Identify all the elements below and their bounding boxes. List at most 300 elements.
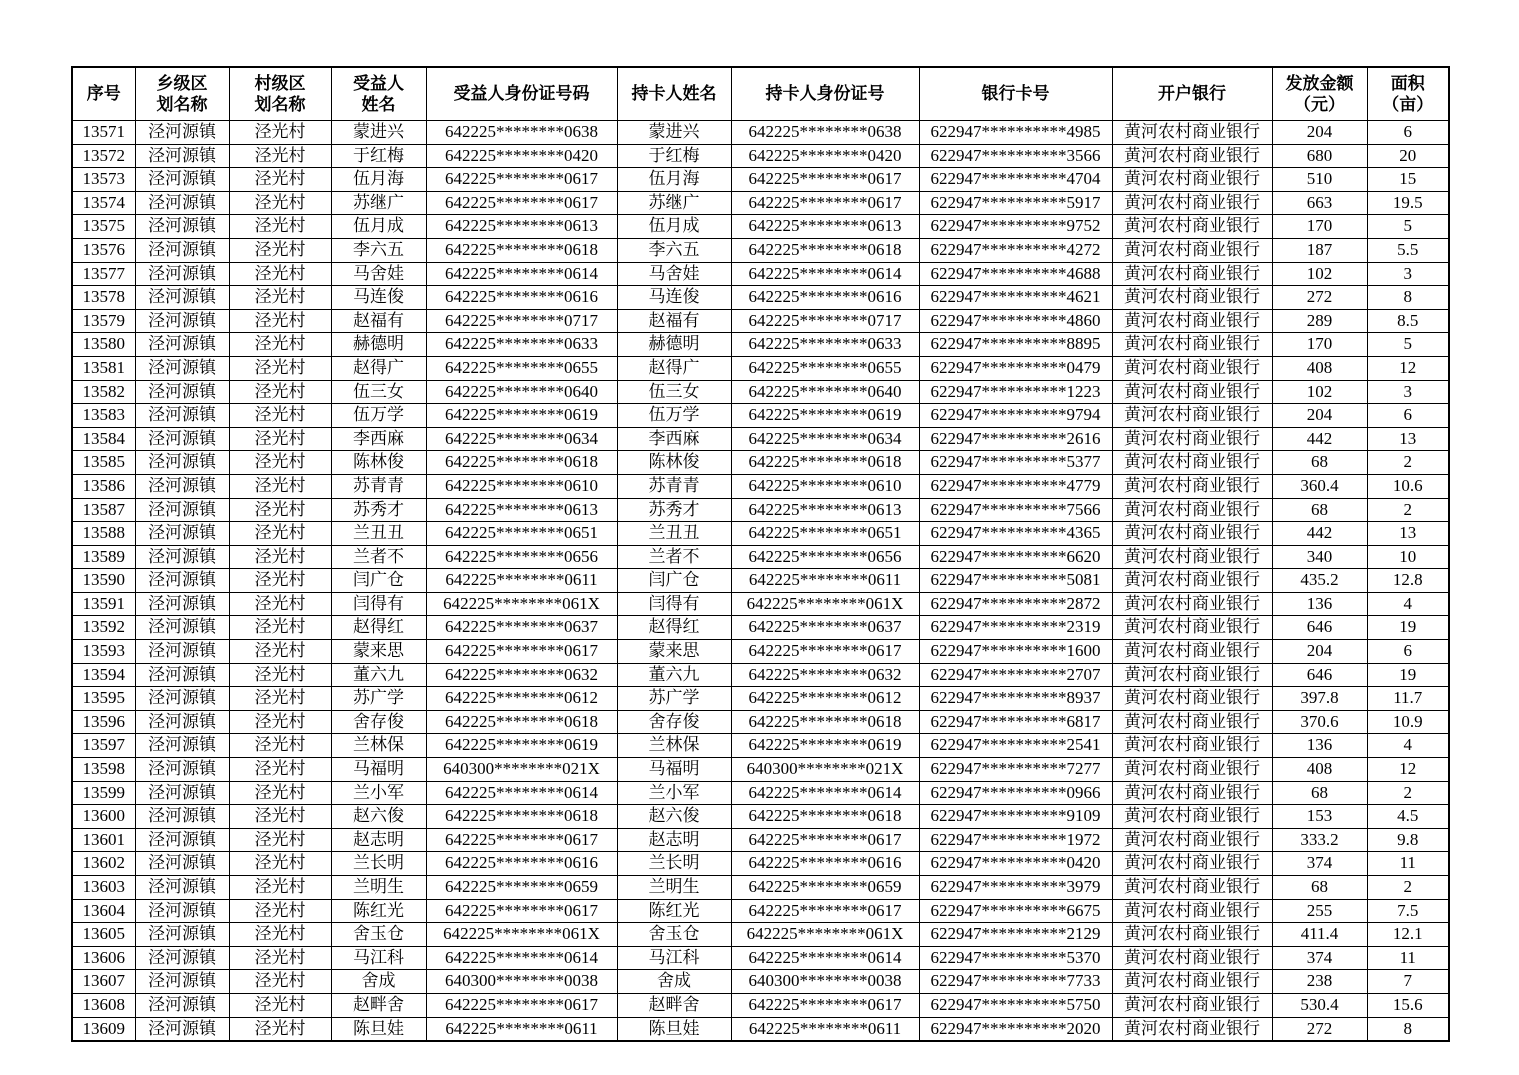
cell-beneficiary-name: 李六五 [331, 238, 426, 262]
cell-amount: 68 [1272, 451, 1367, 475]
column-header-beneficiary-id: 受益人身份证号码 [426, 67, 617, 121]
column-header-serial: 序号 [72, 67, 135, 121]
cell-area: 15 [1367, 168, 1449, 192]
cell-township: 泾河源镇 [135, 687, 229, 711]
cell-bank: 黄河农村商业银行 [1112, 640, 1272, 664]
cell-bank: 黄河农村商业银行 [1112, 309, 1272, 333]
cell-area: 12.8 [1367, 569, 1449, 593]
table-row [72, 946, 1449, 970]
cell-serial: 13594 [72, 663, 135, 687]
cell-bank: 黄河农村商业银行 [1112, 522, 1272, 546]
cell-amount: 510 [1272, 168, 1367, 192]
cell-cardholder-name: 赵畔舍 [617, 993, 731, 1017]
cell-cardholder-id: 642225********0610 [731, 474, 919, 498]
cell-serial: 13597 [72, 734, 135, 758]
cell-card-number: 622947**********7566 [919, 498, 1112, 522]
cell-card-number: 622947**********2707 [919, 663, 1112, 687]
cell-village: 泾光村 [229, 946, 331, 970]
cell-township: 泾河源镇 [135, 238, 229, 262]
cell-beneficiary-id: 642225********061X [426, 592, 617, 616]
column-header-township: 乡级区 划名称 [135, 67, 229, 121]
table-row [72, 899, 1449, 923]
cell-serial: 13587 [72, 498, 135, 522]
cell-township: 泾河源镇 [135, 758, 229, 782]
cell-card-number: 622947**********2129 [919, 923, 1112, 947]
cell-village: 泾光村 [229, 993, 331, 1017]
cell-card-number: 622947**********4272 [919, 238, 1112, 262]
cell-cardholder-name: 兰林保 [617, 734, 731, 758]
cell-cardholder-id: 642225********0618 [731, 805, 919, 829]
cell-cardholder-name: 李西麻 [617, 427, 731, 451]
cell-cardholder-name: 兰长明 [617, 852, 731, 876]
cell-serial: 13590 [72, 569, 135, 593]
cell-beneficiary-id: 642225********0610 [426, 474, 617, 498]
cell-amount: 530.4 [1272, 993, 1367, 1017]
cell-serial: 13571 [72, 121, 135, 145]
cell-area: 12 [1367, 758, 1449, 782]
cell-cardholder-name: 于红梅 [617, 144, 731, 168]
table-row [72, 663, 1449, 687]
cell-amount: 153 [1272, 805, 1367, 829]
cell-amount: 360.4 [1272, 474, 1367, 498]
cell-beneficiary-id: 640300********021X [426, 758, 617, 782]
cell-card-number: 622947**********3979 [919, 876, 1112, 900]
cell-beneficiary-id: 642225********0617 [426, 640, 617, 664]
cell-village: 泾光村 [229, 899, 331, 923]
cell-amount: 204 [1272, 404, 1367, 428]
table-row [72, 404, 1449, 428]
cell-village: 泾光村 [229, 970, 331, 994]
cell-village: 泾光村 [229, 380, 331, 404]
cell-card-number: 622947**********4985 [919, 121, 1112, 145]
cell-cardholder-id: 642225********0617 [731, 640, 919, 664]
cell-beneficiary-id: 642225********0618 [426, 238, 617, 262]
cell-cardholder-name: 蒙进兴 [617, 121, 731, 145]
table-row [72, 121, 1449, 145]
cell-beneficiary-id: 642225********0619 [426, 734, 617, 758]
cell-cardholder-name: 兰小军 [617, 781, 731, 805]
cell-bank: 黄河农村商业银行 [1112, 805, 1272, 829]
cell-cardholder-id: 642225********0618 [731, 451, 919, 475]
table-row [72, 993, 1449, 1017]
cell-serial: 13608 [72, 993, 135, 1017]
cell-area: 2 [1367, 781, 1449, 805]
cell-cardholder-id: 642225********0638 [731, 121, 919, 145]
cell-bank: 黄河农村商业银行 [1112, 427, 1272, 451]
cell-cardholder-id: 642225********0619 [731, 734, 919, 758]
cell-bank: 黄河农村商业银行 [1112, 286, 1272, 310]
cell-amount: 442 [1272, 427, 1367, 451]
cell-beneficiary-name: 兰丑丑 [331, 522, 426, 546]
cell-bank: 黄河农村商业银行 [1112, 923, 1272, 947]
cell-serial: 13581 [72, 356, 135, 380]
cell-amount: 646 [1272, 616, 1367, 640]
cell-township: 泾河源镇 [135, 215, 229, 239]
cell-beneficiary-id: 642225********0634 [426, 427, 617, 451]
cell-beneficiary-id: 642225********0614 [426, 262, 617, 286]
cell-card-number: 622947**********0966 [919, 781, 1112, 805]
column-header-cardholder-name: 持卡人姓名 [617, 67, 731, 121]
cell-cardholder-name: 舍成 [617, 970, 731, 994]
cell-area: 10 [1367, 545, 1449, 569]
cell-beneficiary-name: 兰明生 [331, 876, 426, 900]
column-header-cardholder-id: 持卡人身份证号 [731, 67, 919, 121]
table-row [72, 545, 1449, 569]
cell-card-number: 622947**********5377 [919, 451, 1112, 475]
table-row [72, 356, 1449, 380]
table-row [72, 876, 1449, 900]
cell-area: 5.5 [1367, 238, 1449, 262]
cell-beneficiary-name: 闫广仓 [331, 569, 426, 593]
cell-cardholder-id: 642225********0617 [731, 899, 919, 923]
cell-bank: 黄河农村商业银行 [1112, 191, 1272, 215]
cell-card-number: 622947**********7277 [919, 758, 1112, 782]
cell-serial: 13599 [72, 781, 135, 805]
cell-beneficiary-name: 闫得有 [331, 592, 426, 616]
cell-cardholder-name: 赵志明 [617, 828, 731, 852]
table-row [72, 828, 1449, 852]
cell-township: 泾河源镇 [135, 852, 229, 876]
cell-cardholder-id: 642225********0614 [731, 946, 919, 970]
cell-amount: 187 [1272, 238, 1367, 262]
cell-beneficiary-id: 642225********0655 [426, 356, 617, 380]
cell-amount: 68 [1272, 781, 1367, 805]
table-row [72, 758, 1449, 782]
cell-serial: 13577 [72, 262, 135, 286]
cell-area: 4.5 [1367, 805, 1449, 829]
cell-cardholder-id: 642225********0616 [731, 286, 919, 310]
cell-amount: 411.4 [1272, 923, 1367, 947]
cell-beneficiary-id: 642225********0420 [426, 144, 617, 168]
cell-serial: 13582 [72, 380, 135, 404]
cell-serial: 13606 [72, 946, 135, 970]
cell-village: 泾光村 [229, 404, 331, 428]
cell-beneficiary-id: 642225********0659 [426, 876, 617, 900]
cell-amount: 374 [1272, 852, 1367, 876]
cell-area: 6 [1367, 121, 1449, 145]
cell-bank: 黄河农村商业银行 [1112, 451, 1272, 475]
cell-cardholder-name: 伍万学 [617, 404, 731, 428]
cell-serial: 13600 [72, 805, 135, 829]
cell-area: 13 [1367, 522, 1449, 546]
table-row [72, 380, 1449, 404]
cell-card-number: 622947**********1972 [919, 828, 1112, 852]
cell-township: 泾河源镇 [135, 380, 229, 404]
cell-area: 12 [1367, 356, 1449, 380]
cell-beneficiary-id: 642225********0717 [426, 309, 617, 333]
cell-township: 泾河源镇 [135, 970, 229, 994]
cell-village: 泾光村 [229, 781, 331, 805]
cell-beneficiary-name: 伍三女 [331, 380, 426, 404]
cell-township: 泾河源镇 [135, 474, 229, 498]
cell-bank: 黄河农村商业银行 [1112, 404, 1272, 428]
cell-cardholder-id: 642225********0632 [731, 663, 919, 687]
cell-bank: 黄河农村商业银行 [1112, 144, 1272, 168]
cell-card-number: 622947**********8895 [919, 333, 1112, 357]
cell-cardholder-name: 赵福有 [617, 309, 731, 333]
cell-cardholder-name: 李六五 [617, 238, 731, 262]
cell-card-number: 622947**********9109 [919, 805, 1112, 829]
cell-cardholder-id: 642225********0611 [731, 569, 919, 593]
cell-card-number: 622947**********2872 [919, 592, 1112, 616]
cell-area: 4 [1367, 734, 1449, 758]
cell-cardholder-id: 642225********0633 [731, 333, 919, 357]
cell-bank: 黄河农村商业银行 [1112, 876, 1272, 900]
cell-beneficiary-name: 伍月成 [331, 215, 426, 239]
cell-area: 2 [1367, 498, 1449, 522]
table-row [72, 333, 1449, 357]
cell-amount: 408 [1272, 758, 1367, 782]
cell-beneficiary-id: 642225********0618 [426, 451, 617, 475]
cell-township: 泾河源镇 [135, 498, 229, 522]
cell-card-number: 622947**********5081 [919, 569, 1112, 593]
cell-village: 泾光村 [229, 663, 331, 687]
cell-beneficiary-name: 陈旦娃 [331, 1017, 426, 1041]
cell-cardholder-id: 640300********0038 [731, 970, 919, 994]
cell-beneficiary-id: 642225********0617 [426, 993, 617, 1017]
cell-beneficiary-id: 642225********0619 [426, 404, 617, 428]
cell-amount: 442 [1272, 522, 1367, 546]
cell-area: 12.1 [1367, 923, 1449, 947]
table-row [72, 427, 1449, 451]
cell-amount: 170 [1272, 333, 1367, 357]
table-row [72, 191, 1449, 215]
cell-area: 8 [1367, 1017, 1449, 1041]
cell-amount: 102 [1272, 380, 1367, 404]
cell-cardholder-id: 642225********0640 [731, 380, 919, 404]
cell-cardholder-name: 伍三女 [617, 380, 731, 404]
cell-township: 泾河源镇 [135, 545, 229, 569]
cell-beneficiary-name: 李西麻 [331, 427, 426, 451]
cell-beneficiary-name: 舍成 [331, 970, 426, 994]
cell-cardholder-name: 闫得有 [617, 592, 731, 616]
cell-area: 2 [1367, 876, 1449, 900]
cell-bank: 黄河农村商业银行 [1112, 545, 1272, 569]
cell-amount: 272 [1272, 1017, 1367, 1041]
table-header-row [72, 67, 1449, 121]
cell-township: 泾河源镇 [135, 451, 229, 475]
cell-cardholder-name: 兰丑丑 [617, 522, 731, 546]
cell-cardholder-id: 642225********0614 [731, 262, 919, 286]
cell-township: 泾河源镇 [135, 663, 229, 687]
cell-bank: 黄河农村商业银行 [1112, 474, 1272, 498]
cell-cardholder-id: 642225********0618 [731, 238, 919, 262]
cell-area: 19 [1367, 616, 1449, 640]
cell-area: 3 [1367, 380, 1449, 404]
cell-bank: 黄河农村商业银行 [1112, 569, 1272, 593]
cell-beneficiary-name: 赵畔舍 [331, 993, 426, 1017]
cell-village: 泾光村 [229, 451, 331, 475]
cell-amount: 397.8 [1272, 687, 1367, 711]
cell-township: 泾河源镇 [135, 946, 229, 970]
cell-card-number: 622947**********9752 [919, 215, 1112, 239]
cell-beneficiary-id: 640300********0038 [426, 970, 617, 994]
cell-card-number: 622947**********1600 [919, 640, 1112, 664]
cell-village: 泾光村 [229, 616, 331, 640]
cell-area: 7.5 [1367, 899, 1449, 923]
cell-card-number: 622947**********4688 [919, 262, 1112, 286]
column-header-village: 村级区 划名称 [229, 67, 331, 121]
cell-township: 泾河源镇 [135, 356, 229, 380]
cell-card-number: 622947**********5917 [919, 191, 1112, 215]
cell-card-number: 622947**********7733 [919, 970, 1112, 994]
cell-cardholder-id: 642225********0717 [731, 309, 919, 333]
cell-township: 泾河源镇 [135, 734, 229, 758]
cell-amount: 435.2 [1272, 569, 1367, 593]
cell-amount: 272 [1272, 286, 1367, 310]
cell-village: 泾光村 [229, 309, 331, 333]
cell-amount: 289 [1272, 309, 1367, 333]
cell-serial: 13601 [72, 828, 135, 852]
cell-area: 9.8 [1367, 828, 1449, 852]
cell-cardholder-id: 642225********0634 [731, 427, 919, 451]
cell-beneficiary-name: 陈林俊 [331, 451, 426, 475]
cell-beneficiary-id: 642225********0651 [426, 522, 617, 546]
cell-cardholder-id: 642225********0651 [731, 522, 919, 546]
cell-bank: 黄河农村商业银行 [1112, 616, 1272, 640]
cell-serial: 13591 [72, 592, 135, 616]
table-row [72, 616, 1449, 640]
cell-cardholder-id: 642225********0616 [731, 852, 919, 876]
cell-cardholder-name: 马福明 [617, 758, 731, 782]
table-row [72, 286, 1449, 310]
cell-township: 泾河源镇 [135, 640, 229, 664]
cell-township: 泾河源镇 [135, 592, 229, 616]
cell-area: 2 [1367, 451, 1449, 475]
cell-village: 泾光村 [229, 333, 331, 357]
cell-card-number: 622947**********6620 [919, 545, 1112, 569]
cell-village: 泾光村 [229, 710, 331, 734]
table-row [72, 1017, 1449, 1041]
cell-village: 泾光村 [229, 262, 331, 286]
cell-village: 泾光村 [229, 121, 331, 145]
cell-card-number: 622947**********1223 [919, 380, 1112, 404]
cell-beneficiary-id: 642225********0632 [426, 663, 617, 687]
cell-cardholder-name: 闫广仓 [617, 569, 731, 593]
cell-card-number: 622947**********9794 [919, 404, 1112, 428]
cell-serial: 13607 [72, 970, 135, 994]
cell-area: 4 [1367, 592, 1449, 616]
cell-beneficiary-id: 642225********0614 [426, 946, 617, 970]
cell-area: 15.6 [1367, 993, 1449, 1017]
table-row [72, 710, 1449, 734]
cell-area: 6 [1367, 640, 1449, 664]
cell-beneficiary-id: 642225********0614 [426, 781, 617, 805]
cell-cardholder-name: 赵六俊 [617, 805, 731, 829]
cell-cardholder-id: 642225********0420 [731, 144, 919, 168]
cell-beneficiary-name: 董六九 [331, 663, 426, 687]
cell-bank: 黄河农村商业银行 [1112, 899, 1272, 923]
cell-bank: 黄河农村商业银行 [1112, 946, 1272, 970]
cell-cardholder-name: 董六九 [617, 663, 731, 687]
cell-card-number: 622947**********2616 [919, 427, 1112, 451]
cell-serial: 13592 [72, 616, 135, 640]
table-row [72, 168, 1449, 192]
cell-beneficiary-id: 642225********0613 [426, 498, 617, 522]
cell-cardholder-id: 642225********0611 [731, 1017, 919, 1041]
cell-township: 泾河源镇 [135, 710, 229, 734]
cell-beneficiary-name: 马连俊 [331, 286, 426, 310]
cell-beneficiary-name: 赵福有 [331, 309, 426, 333]
cell-serial: 13575 [72, 215, 135, 239]
cell-cardholder-name: 兰者不 [617, 545, 731, 569]
cell-area: 19.5 [1367, 191, 1449, 215]
column-header-card-number: 银行卡号 [919, 67, 1112, 121]
cell-area: 5 [1367, 333, 1449, 357]
cell-bank: 黄河农村商业银行 [1112, 781, 1272, 805]
cell-village: 泾光村 [229, 144, 331, 168]
table-row [72, 309, 1449, 333]
cell-area: 11.7 [1367, 687, 1449, 711]
cell-area: 7 [1367, 970, 1449, 994]
cell-beneficiary-name: 苏广学 [331, 687, 426, 711]
cell-amount: 408 [1272, 356, 1367, 380]
cell-card-number: 622947**********4860 [919, 309, 1112, 333]
cell-cardholder-id: 642225********0617 [731, 191, 919, 215]
cell-cardholder-id: 642225********0617 [731, 828, 919, 852]
cell-bank: 黄河农村商业银行 [1112, 168, 1272, 192]
cell-cardholder-name: 马连俊 [617, 286, 731, 310]
cell-township: 泾河源镇 [135, 333, 229, 357]
cell-township: 泾河源镇 [135, 805, 229, 829]
table-row [72, 474, 1449, 498]
cell-area: 3 [1367, 262, 1449, 286]
cell-area: 10.6 [1367, 474, 1449, 498]
cell-beneficiary-name: 伍月海 [331, 168, 426, 192]
cell-bank: 黄河农村商业银行 [1112, 592, 1272, 616]
cell-township: 泾河源镇 [135, 168, 229, 192]
cell-serial: 13572 [72, 144, 135, 168]
table-row [72, 781, 1449, 805]
cell-amount: 370.6 [1272, 710, 1367, 734]
cell-village: 泾光村 [229, 592, 331, 616]
cell-card-number: 622947**********8937 [919, 687, 1112, 711]
cell-serial: 13580 [72, 333, 135, 357]
cell-cardholder-id: 642225********0617 [731, 168, 919, 192]
cell-township: 泾河源镇 [135, 781, 229, 805]
cell-card-number: 622947**********4621 [919, 286, 1112, 310]
table-row [72, 852, 1449, 876]
table-row [72, 498, 1449, 522]
cell-cardholder-name: 苏广学 [617, 687, 731, 711]
cell-serial: 13603 [72, 876, 135, 900]
cell-serial: 13598 [72, 758, 135, 782]
cell-cardholder-id: 642225********0612 [731, 687, 919, 711]
cell-village: 泾光村 [229, 734, 331, 758]
cell-beneficiary-name: 于红梅 [331, 144, 426, 168]
table-row [72, 238, 1449, 262]
cell-beneficiary-name: 苏青青 [331, 474, 426, 498]
cell-card-number: 622947**********4779 [919, 474, 1112, 498]
cell-beneficiary-id: 642225********0618 [426, 805, 617, 829]
cell-village: 泾光村 [229, 1017, 331, 1041]
table-row [72, 592, 1449, 616]
cell-card-number: 622947**********5750 [919, 993, 1112, 1017]
cell-beneficiary-name: 马江科 [331, 946, 426, 970]
cell-village: 泾光村 [229, 758, 331, 782]
cell-township: 泾河源镇 [135, 923, 229, 947]
cell-card-number: 622947**********0420 [919, 852, 1112, 876]
cell-township: 泾河源镇 [135, 404, 229, 428]
cell-village: 泾光村 [229, 876, 331, 900]
cell-beneficiary-id: 642225********0613 [426, 215, 617, 239]
cell-bank: 黄河农村商业银行 [1112, 710, 1272, 734]
cell-bank: 黄河农村商业银行 [1112, 333, 1272, 357]
cell-serial: 13584 [72, 427, 135, 451]
table-body [72, 121, 1449, 1042]
cell-cardholder-name: 伍月海 [617, 168, 731, 192]
cell-cardholder-id: 642225********0659 [731, 876, 919, 900]
